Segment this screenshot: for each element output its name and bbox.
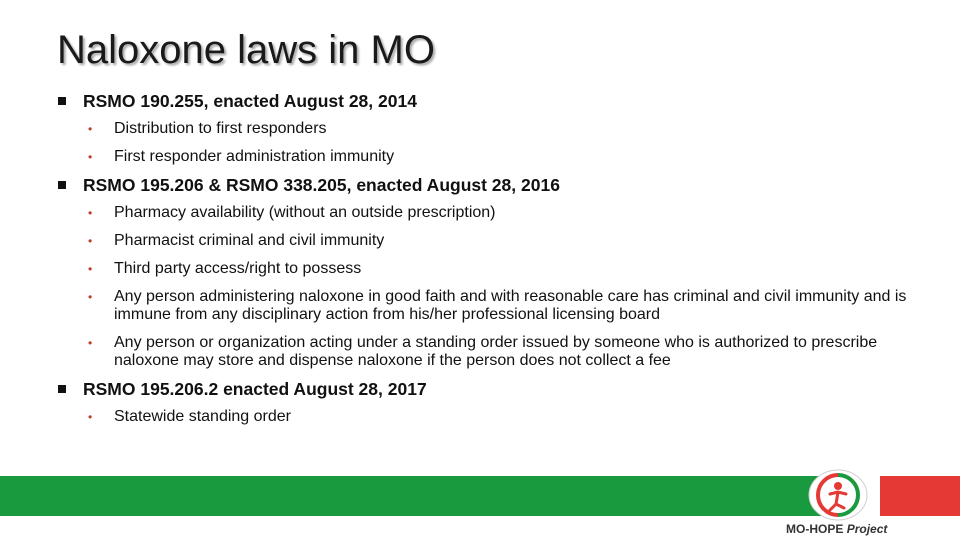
logo-graphic: [806, 468, 870, 522]
list-item: [88, 288, 918, 324]
section-heading: RSMO 195.206 & RSMO 338.205, enacted August 28, 2016: [83, 175, 560, 195]
dot-bullet-icon: •: [88, 262, 93, 276]
square-bullet-icon: [58, 97, 66, 105]
square-bullet-icon: [58, 181, 66, 189]
dot-bullet-icon: •: [88, 206, 93, 220]
list-item: [88, 148, 918, 166]
list-item-text: Third party access/right to possess: [114, 260, 362, 277]
logo-text-main: MO-HOPE: [786, 522, 844, 536]
dot-bullet-icon: •: [88, 290, 93, 304]
dot-bullet-icon: •: [88, 234, 93, 248]
section-heading-row: [58, 378, 918, 400]
list-item: [88, 232, 918, 250]
section-heading-row: [58, 174, 918, 196]
dot-bullet-icon: •: [88, 410, 93, 424]
section-heading: RSMO 195.206.2 enacted August 28, 2017: [83, 379, 427, 399]
section-3: [58, 378, 918, 426]
list-item-text: Any person administering naloxone in good faith and with reasonable care has criminal and civil immunity and is immune from any disciplinary action from his/her professional licensing board: [114, 288, 907, 323]
slide-title: Naloxone laws in MO: [57, 28, 435, 72]
slide-content: [58, 90, 918, 426]
list-item: [88, 408, 918, 426]
list-item: [88, 260, 918, 278]
mo-hope-logo-icon: [806, 468, 870, 522]
dot-bullet-icon: •: [88, 150, 93, 164]
list-item-text: Any person or organization acting under a standing order issued by someone who is authorized to prescribe naloxone may store and dispense naloxone if the person does not collect a fee: [114, 334, 878, 369]
footer-red-bar: [880, 476, 960, 516]
list-item: [88, 204, 918, 222]
footer-green-bar: [0, 476, 845, 516]
logo-text-project: Project: [846, 522, 888, 536]
list-item-text: First responder administration immunity: [114, 148, 395, 165]
section-heading-row: [58, 90, 918, 112]
logo-wordmark: [786, 522, 887, 536]
section-heading: RSMO 190.255, enacted August 28, 2014: [83, 91, 417, 111]
list-item: [88, 120, 918, 138]
list-item-text: Statewide standing order: [114, 408, 291, 425]
square-bullet-icon: [58, 385, 66, 393]
list-item-text: Pharmacy availability (without an outside prescription): [114, 204, 496, 221]
bullet-list: [58, 120, 918, 166]
list-item-text: Distribution to first responders: [114, 120, 327, 137]
list-item-text: Pharmacist criminal and civil immunity: [114, 232, 385, 249]
section-2: [58, 174, 918, 370]
bullet-list: [58, 204, 918, 370]
list-item: [88, 334, 918, 370]
dot-bullet-icon: •: [88, 122, 93, 136]
bullet-list: [58, 408, 918, 426]
section-1: [58, 90, 918, 166]
dot-bullet-icon: •: [88, 336, 93, 350]
